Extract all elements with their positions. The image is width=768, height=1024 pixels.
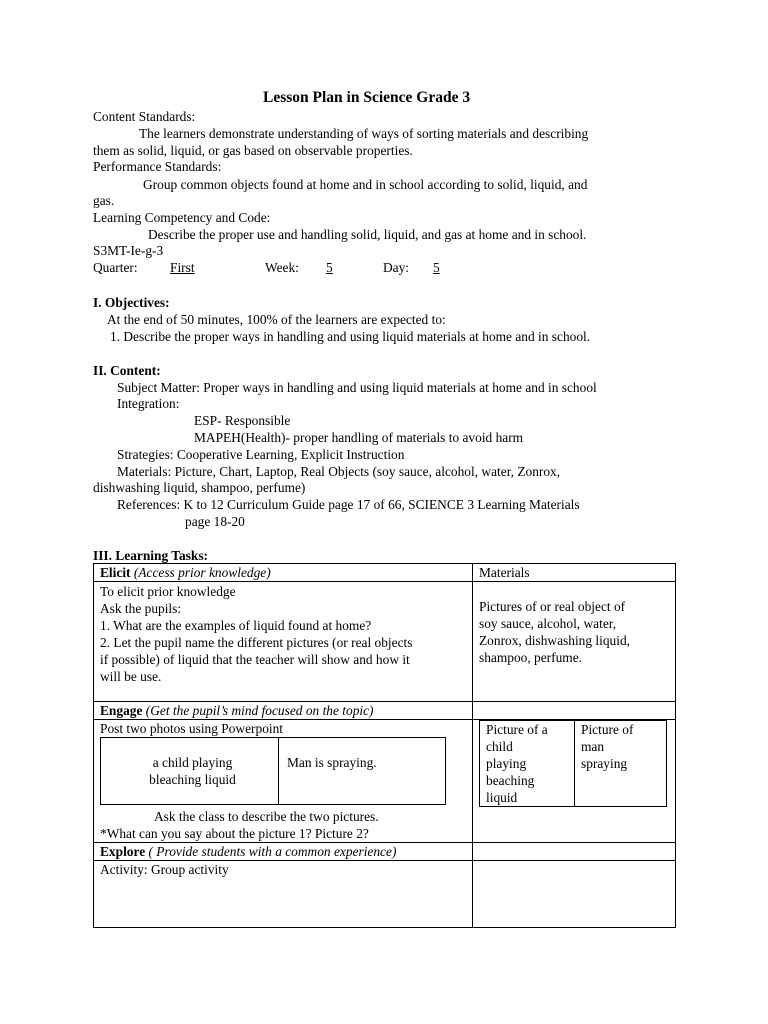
content-heading: II. Content: (93, 363, 161, 378)
learning-tasks-table (93, 563, 676, 928)
table-row (94, 861, 676, 928)
subject-matter: Subject Matter: Proper ways in handling and using liquid materials at home and in school (117, 380, 597, 395)
photo-table (100, 737, 446, 805)
elicit-material-line: shampoo, perfume. (479, 650, 583, 665)
materials-header: Materials (479, 565, 530, 580)
explore-materials-cell (473, 861, 676, 928)
photo-cell (279, 738, 446, 805)
engage-note: (Get the pupil’s mind focused on the topic) (145, 703, 374, 718)
week-value: 5 (326, 260, 333, 275)
engage-header-cell (94, 702, 473, 720)
engage-post: Post two photos using Powerpoint (100, 721, 284, 736)
photo-2-caption: Man is spraying. (287, 755, 377, 770)
engage-question: *What can you say about the picture 1? Picture 2? (100, 826, 369, 841)
material-1-line: child (486, 739, 513, 754)
material-1-line: liquid (486, 790, 518, 805)
table-row (94, 564, 676, 582)
explore-note: ( Provide students with a common experience) (148, 844, 397, 859)
quarter-value: First (170, 260, 195, 275)
competency-code: S3MT-Ie-g-3 (93, 243, 164, 258)
engage-label: Engage (100, 703, 143, 718)
competency-label: Learning Competency and Code: (93, 210, 271, 225)
material-2-line: spraying (581, 756, 628, 771)
elicit-label: Elicit (100, 565, 131, 580)
competency-text: Describe the proper use and handling solid, liquid, and gas at home and in school. (148, 227, 587, 242)
elicit-line: Ask the pupils: (100, 601, 182, 616)
content-standards-label: Content Standards: (93, 109, 196, 124)
material-2-line: Picture of (581, 722, 634, 737)
materials: Materials: Picture, Chart, Laptop, Real Objects (soy sauce, alcohol, water, Zonrox, (117, 464, 561, 479)
material-1-line: playing (486, 756, 527, 771)
photo-1-line: a child playing (152, 755, 233, 770)
elicit-note: (Access prior knowledge) (133, 565, 271, 580)
week-label: Week: (265, 260, 299, 275)
material-2-line: man (581, 739, 605, 754)
materials-header-cell (473, 564, 676, 582)
materials-cont: dishwashing liquid, shampoo, perfume) (93, 480, 306, 495)
explore-body-cell (94, 861, 473, 928)
engage-ask: Ask the class to describe the two pictures. (154, 809, 379, 824)
explore-activity: Activity: Group activity (100, 862, 229, 877)
table-row (94, 720, 676, 843)
performance-standards-text-cont: gas. (93, 193, 115, 208)
table-row (94, 582, 676, 702)
integration-label: Integration: (117, 396, 180, 411)
references-cont: page 18-20 (185, 514, 245, 529)
integration-item: MAPEH(Health)- proper handling of materials to avoid harm (194, 430, 524, 445)
performance-standards-label: Performance Standards: (93, 159, 222, 174)
engage-materials-table (479, 720, 667, 807)
elicit-material-line: Zonrox, dishwashing liquid, (479, 633, 631, 648)
objectives-heading: I. Objectives: (93, 295, 170, 310)
day-label: Day: (383, 260, 410, 275)
table-row (480, 721, 667, 807)
elicit-material-line: soy sauce, alcohol, water, (479, 616, 617, 631)
integration-item: ESP- Responsible (194, 413, 291, 428)
elicit-header-cell (94, 564, 473, 582)
material-picture-cell (575, 721, 667, 807)
table-row (101, 738, 446, 805)
elicit-materials-cell (473, 582, 676, 702)
content-standards-text: The learners demonstrate understanding of ways of sorting materials and describing (139, 126, 589, 141)
photo-cell (101, 738, 279, 805)
content-standards-text-cont: them as solid, liquid, or gas based on observable properties. (93, 143, 413, 158)
explore-header-materials-cell (473, 843, 676, 861)
elicit-material-line: Pictures of or real object of (479, 599, 626, 614)
day-value: 5 (433, 260, 440, 275)
engage-body-cell (94, 720, 473, 843)
strategies: Strategies: Cooperative Learning, Explicit Instruction (117, 447, 405, 462)
elicit-line: 1. What are the examples of liquid found at home? (100, 618, 372, 633)
engage-header-materials-cell (473, 702, 676, 720)
elicit-line: if possible) of liquid that the teacher will show and how it (100, 652, 410, 667)
elicit-body-cell (94, 582, 473, 702)
material-1-line: Picture of a (486, 722, 548, 737)
quarter-label: Quarter: (93, 260, 138, 275)
engage-materials-cell (473, 720, 676, 843)
material-1-line: beaching (486, 773, 535, 788)
objective-item: 1. Describe the proper ways in handling and using liquid materials at home and in school. (110, 329, 591, 344)
elicit-line: will be use. (100, 669, 162, 684)
material-picture-cell (480, 721, 575, 807)
elicit-line: To elicit prior knowledge (100, 584, 236, 599)
learning-tasks-heading: III. Learning Tasks: (93, 548, 208, 563)
page-title: Lesson Plan in Science Grade 3 (263, 89, 471, 106)
explore-header-cell (94, 843, 473, 861)
photo-1-line: bleaching liquid (149, 772, 236, 787)
elicit-line: 2. Let the pupil name the different pictures (or real objects (100, 635, 413, 650)
objectives-intro: At the end of 50 minutes, 100% of the learners are expected to: (107, 312, 446, 327)
performance-standards-text: Group common objects found at home and in school according to solid, liquid, and (143, 177, 588, 192)
table-row (94, 702, 676, 720)
table-row (94, 843, 676, 861)
references: References: K to 12 Curriculum Guide page 17 of 66, SCIENCE 3 Learning Materials (117, 497, 580, 512)
explore-label: Explore (100, 844, 146, 859)
